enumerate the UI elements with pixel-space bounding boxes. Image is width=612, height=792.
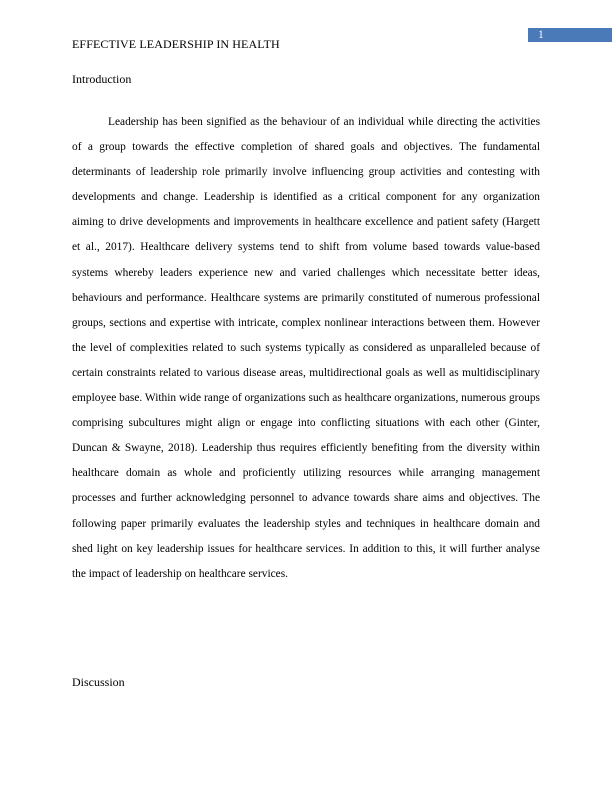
introduction-paragraph: Leadership has been signified as the behaviour of an individual while directing the activities of a group towards the effective completion of shared goals and objectives. The fundamental determinants of leadership role primarily involve influencing group activities and contesting with developments and change. Leadership is identified as a critical component for any organization aiming to drive developments and improvements in healthcare excellence and patient safety (Hargett et al., 2017). Healthcare delivery systems tend to shift from volume based towards value-based systems whereby leaders experience new and varied challenges which necessitate better ideas, behaviours and performance. Healthcare systems are primarily constituted of numerous professional groups, sections and expertise with intricate, complex nonlinear interactions between them. However the level of complexities related to such systems typically as considered as unparalleled because of certain constraints related to various disease areas, multidirectional goals as well as multidisciplinary employee base. Within wide range of organizations such as healthcare organizations, numerous groups comprising subcultures might align or engage into conflicting situations with each other (Ginter, Duncan & Swayne, 2018). Leadership thus requires efficiently benefiting from the diversity within healthcare domain as whole and proficiently utilizing resources while arranging management processes and further acknowledging personnel to advance towards share aims and objectives. The following paper primarily evaluates the leadership styles and techniques in healthcare domain and shed light on key leadership issues for healthcare services. In addition to this, it will further analyse the impact of leadership on healthcare services. — [72, 116, 540, 580]
discussion-heading: Discussion — [72, 675, 125, 689]
page-number-badge — [528, 28, 612, 42]
introduction-heading: Introduction — [72, 72, 132, 86]
running-head: EFFECTIVE LEADERSHIP IN HEALTH — [72, 37, 280, 51]
page-number: 1 — [538, 29, 544, 41]
